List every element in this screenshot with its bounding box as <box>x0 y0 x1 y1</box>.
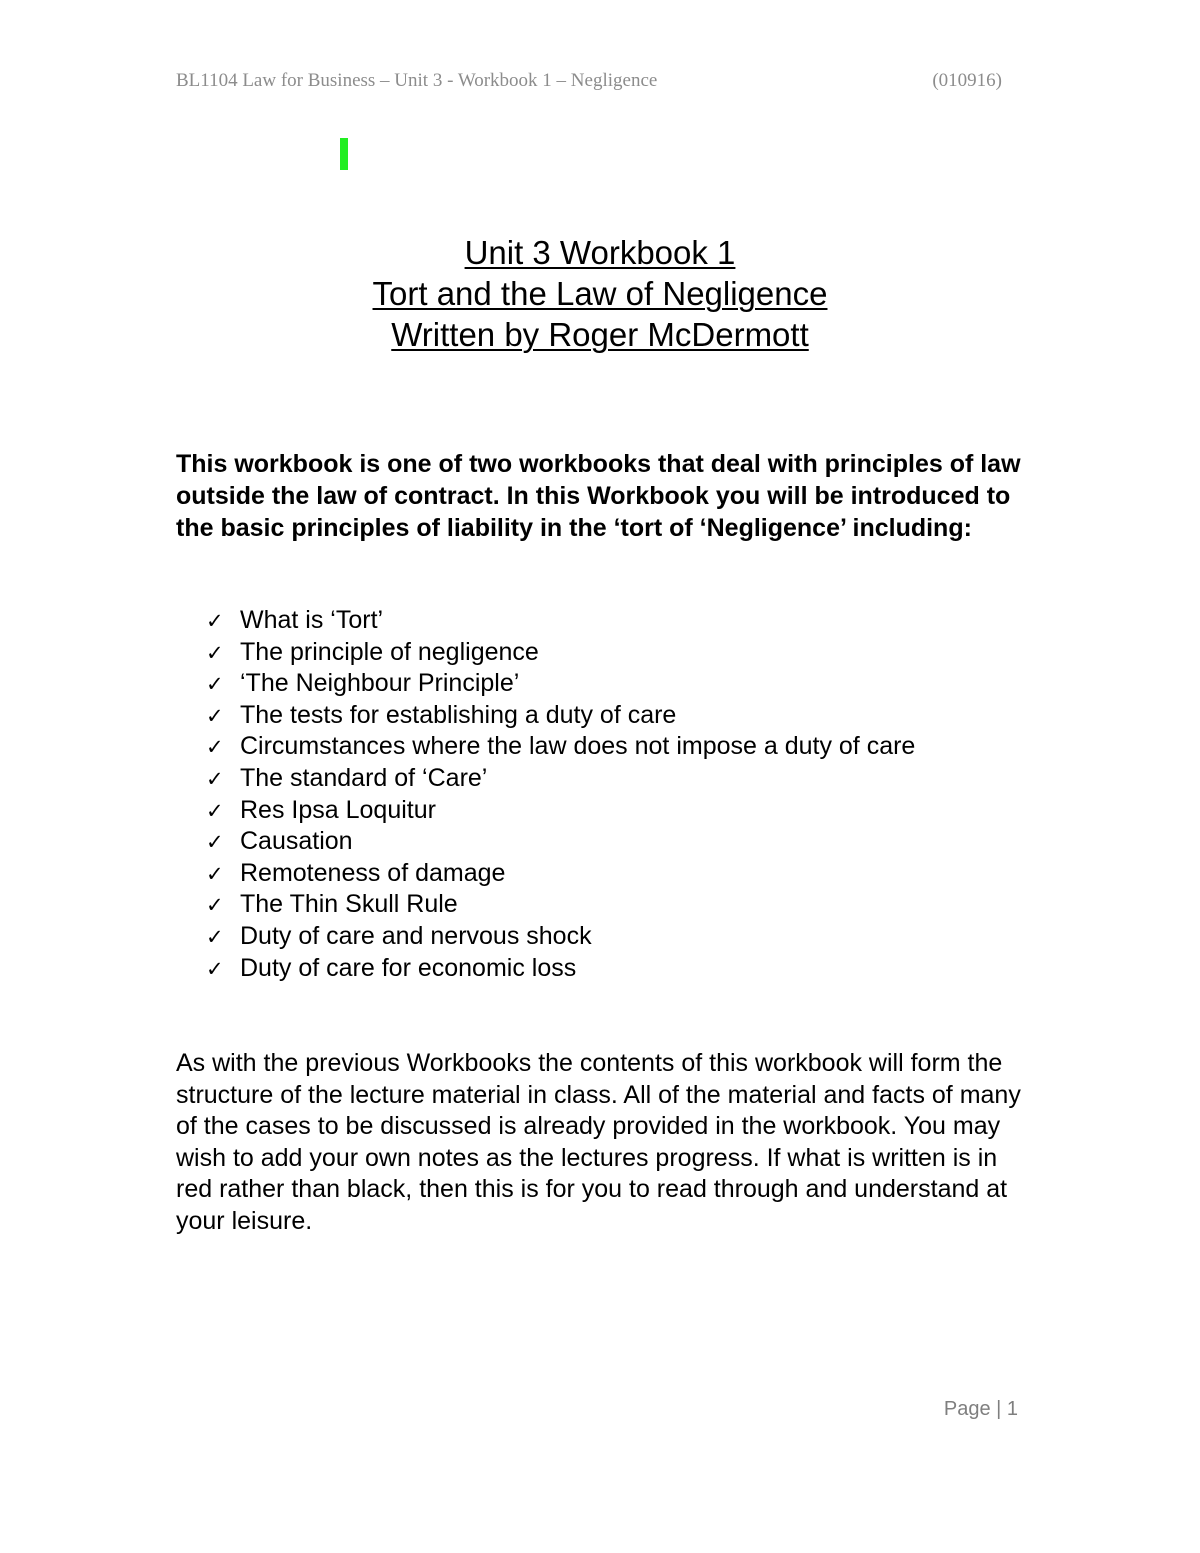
topic-item <box>206 763 915 795</box>
topic-label: The Thin Skull Rule <box>240 890 458 919</box>
header-course-title: BL1104 Law for Business – Unit 3 - Workbook 1 – Negligence <box>176 70 658 91</box>
topic-label: The principle of negligence <box>240 637 539 666</box>
topic-label: What is ‘Tort’ <box>240 606 384 634</box>
checkmark-icon: ✓ <box>206 924 224 949</box>
topic-item <box>206 700 915 732</box>
closing-paragraph: As with the previous Workbooks the contents of this workbook will form the structure of the lecture material in class. All of the material and facts of many of the cases to be discussed is already provided in the workbook. You may wish to add your own notes as the lectures progress. If what is written is in red rather than black, then this is for you to read through and understand at your leisure. <box>176 1049 1021 1235</box>
intro-paragraph: This workbook is one of two workbooks that deal with principles of law outside the law of contract. In this Workbook you will be introduced to the basic principles of liability in the ‘tort of ‘Negligence’ including: <box>176 450 1021 542</box>
topic-label: Causation <box>240 827 353 856</box>
green-cursor-marker <box>340 138 348 170</box>
topic-item <box>206 795 915 827</box>
checkmark-icon: ✓ <box>206 672 224 697</box>
topic-item <box>206 637 915 669</box>
checkmark-icon: ✓ <box>206 893 224 918</box>
checkmark-icon: ✓ <box>206 861 224 886</box>
page-number: Page | 1 <box>943 1398 1018 1420</box>
topic-label: Duty of care and nervous shock <box>240 921 592 950</box>
topic-item <box>206 605 915 637</box>
topics-list <box>206 605 915 984</box>
topic-item <box>206 889 915 921</box>
checkmark-icon: ✓ <box>206 609 224 633</box>
running-header <box>176 70 1002 98</box>
checkmark-icon: ✓ <box>206 830 224 855</box>
checkmark-icon: ✓ <box>206 798 224 823</box>
topic-item <box>206 668 915 700</box>
checkmark-icon: ✓ <box>206 766 224 791</box>
checkmark-icon: ✓ <box>206 703 224 728</box>
topic-label: Res Ipsa Loquitur <box>240 795 436 824</box>
topic-item <box>206 731 915 763</box>
topic-label: Circumstances where the law does not impose a duty of care <box>240 732 916 761</box>
title-subject: Tort and the Law of Negligence <box>372 275 828 312</box>
header-document-code: (010916) <box>932 70 1002 91</box>
title-block <box>0 232 1200 355</box>
topic-label: Remoteness of damage <box>240 858 506 887</box>
topic-label: Duty of care for economic loss <box>240 953 577 982</box>
checkmark-icon: ✓ <box>206 640 224 665</box>
title-unit: Unit 3 Workbook 1 <box>464 234 736 271</box>
topic-label: The standard of ‘Care’ <box>240 763 488 792</box>
topic-item <box>206 953 915 985</box>
topic-label: The tests for establishing a duty of care <box>240 700 677 729</box>
topic-item <box>206 826 915 858</box>
title-author: Written by Roger McDermott <box>391 316 809 353</box>
topic-item <box>206 921 915 953</box>
checkmark-icon: ✓ <box>206 735 224 760</box>
topic-item <box>206 858 915 890</box>
topic-label: ‘The Neighbour Principle’ <box>240 669 520 698</box>
checkmark-icon: ✓ <box>206 956 224 981</box>
